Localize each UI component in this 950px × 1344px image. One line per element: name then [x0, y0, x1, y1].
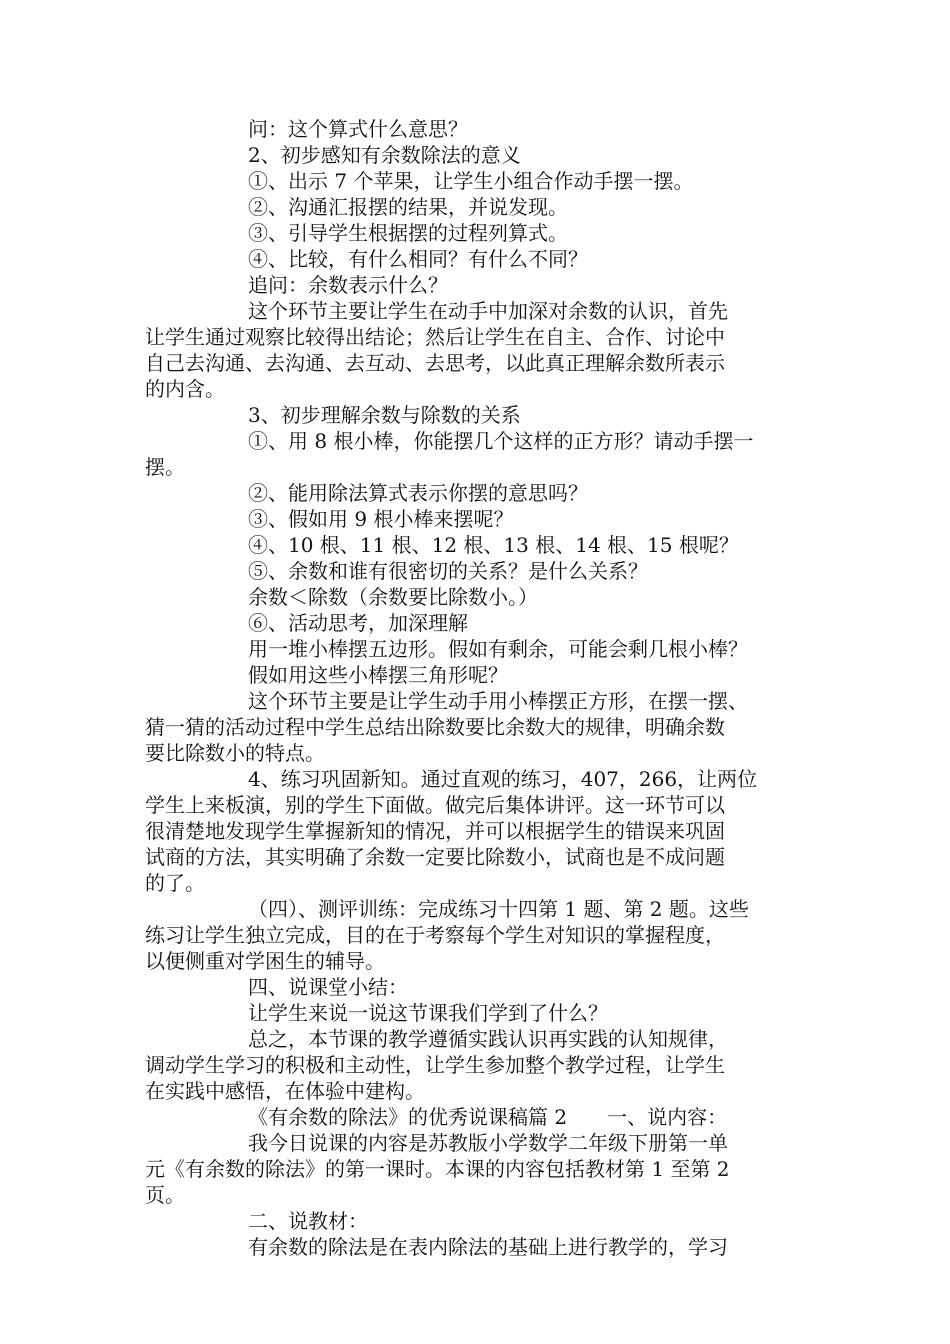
text-line: ⑤、余数和谁有很密切的关系？是什么关系？ [248, 559, 648, 583]
text-line: 追问：余数表示什么？ [248, 273, 448, 297]
text-line: ①、出示 7 个苹果，让学生小组合作动手摆一摆。 [248, 169, 694, 193]
text-line: 3、初步理解余数与除数的关系 [248, 403, 521, 427]
text-line: 四、说课堂小结： [248, 975, 408, 999]
text-line: 页。 [145, 1183, 185, 1207]
text-line: 学生上来板演，别的学生下面做。做完后集体讲评。这一环节可以 [145, 793, 725, 817]
text-line: ④、比较，有什么相同？有什么不同？ [248, 247, 588, 271]
text-line: 让学生来说一说这节课我们学到了什么？ [248, 1001, 608, 1025]
text-line: 这个环节主要让学生在动手中加深对余数的认识，首先 [248, 299, 728, 323]
text-line: 假如用这些小棒摆三角形呢？ [248, 663, 508, 687]
text-line: 《有余数的除法》的优秀说课稿篇 2 一、说内容： [248, 1105, 728, 1129]
text-line: ②、沟通汇报摆的结果，并说发现。 [248, 195, 568, 219]
text-line: 有余数的除法是在表内除法的基础上进行教学的，学习 [248, 1235, 728, 1259]
text-line: ①、用 8 根小棒，你能摆几个这样的正方形？请动手摆一 [248, 429, 754, 453]
text-line: 总之，本节课的教学遵循实践认识再实践的认知规律， [248, 1027, 728, 1051]
text-line: 2、初步感知有余数除法的意义 [248, 143, 521, 167]
text-line: 自己去沟通、去沟通、去互动、去思考，以此真正理解余数所表示 [145, 351, 725, 375]
text-line: （四）、测评训练：完成练习十四第 1 题、第 2 题。这些 [248, 897, 749, 921]
text-line: 我今日说课的内容是苏教版小学数学二年级下册第一单 [248, 1131, 728, 1155]
text-line: 这个环节主要是让学生动手用小棒摆正方形，在摆一摆、 [248, 689, 748, 713]
text-line: ④、10 根、11 根、12 根、13 根、14 根、15 根呢？ [248, 533, 739, 557]
text-line: ③、假如用 9 根小棒来摆呢？ [248, 507, 514, 531]
text-line: 在实践中感悟，在体验中建构。 [145, 1079, 425, 1103]
text-line: ②、能用除法算式表示你摆的意思吗？ [248, 481, 588, 505]
text-line: 猜一猜的活动过程中学生总结出除数要比余数大的规律，明确余数 [145, 715, 725, 739]
text-line: 摆。 [145, 455, 185, 479]
text-line: 要比除数小的特点。 [145, 741, 325, 765]
text-line: ③、引导学生根据摆的过程列算式。 [248, 221, 568, 245]
text-line: 调动学生学习的积极和主动性，让学生参加整个教学过程，让学生 [145, 1053, 725, 1077]
text-line: 问：这个算式什么意思？ [248, 117, 468, 141]
text-line: 练习让学生独立完成，目的在于考察每个学生对知识的掌握程度， [145, 923, 725, 947]
text-line: 二、说教材： [248, 1209, 368, 1233]
text-line: 的了。 [145, 871, 205, 895]
text-line: 以便侧重对学困生的辅导。 [145, 949, 385, 973]
text-line: 很清楚地发现学生掌握新知的情况，并可以根据学生的错误来巩固 [145, 819, 725, 843]
text-line: 用一堆小棒摆五边形。假如有剩余，可能会剩几根小棒？ [248, 637, 748, 661]
text-line: 4、练习巩固新知。通过直观的练习，407，266，让两位 [248, 767, 758, 791]
text-line: 让学生通过观察比较得出结论；然后让学生在自主、合作、讨论中 [145, 325, 725, 349]
text-line: 元《有余数的除法》的第一课时。本课的内容包括教材第 1 至第 2 [145, 1157, 730, 1181]
text-line: 试商的方法，其实明确了余数一定要比除数小，试商也是不成问题 [145, 845, 725, 869]
text-line: 余数＜除数（余数要比除数小。） [248, 585, 538, 609]
text-line: ⑥、活动思考，加深理解 [248, 611, 468, 635]
text-line: 的内含。 [145, 377, 225, 401]
